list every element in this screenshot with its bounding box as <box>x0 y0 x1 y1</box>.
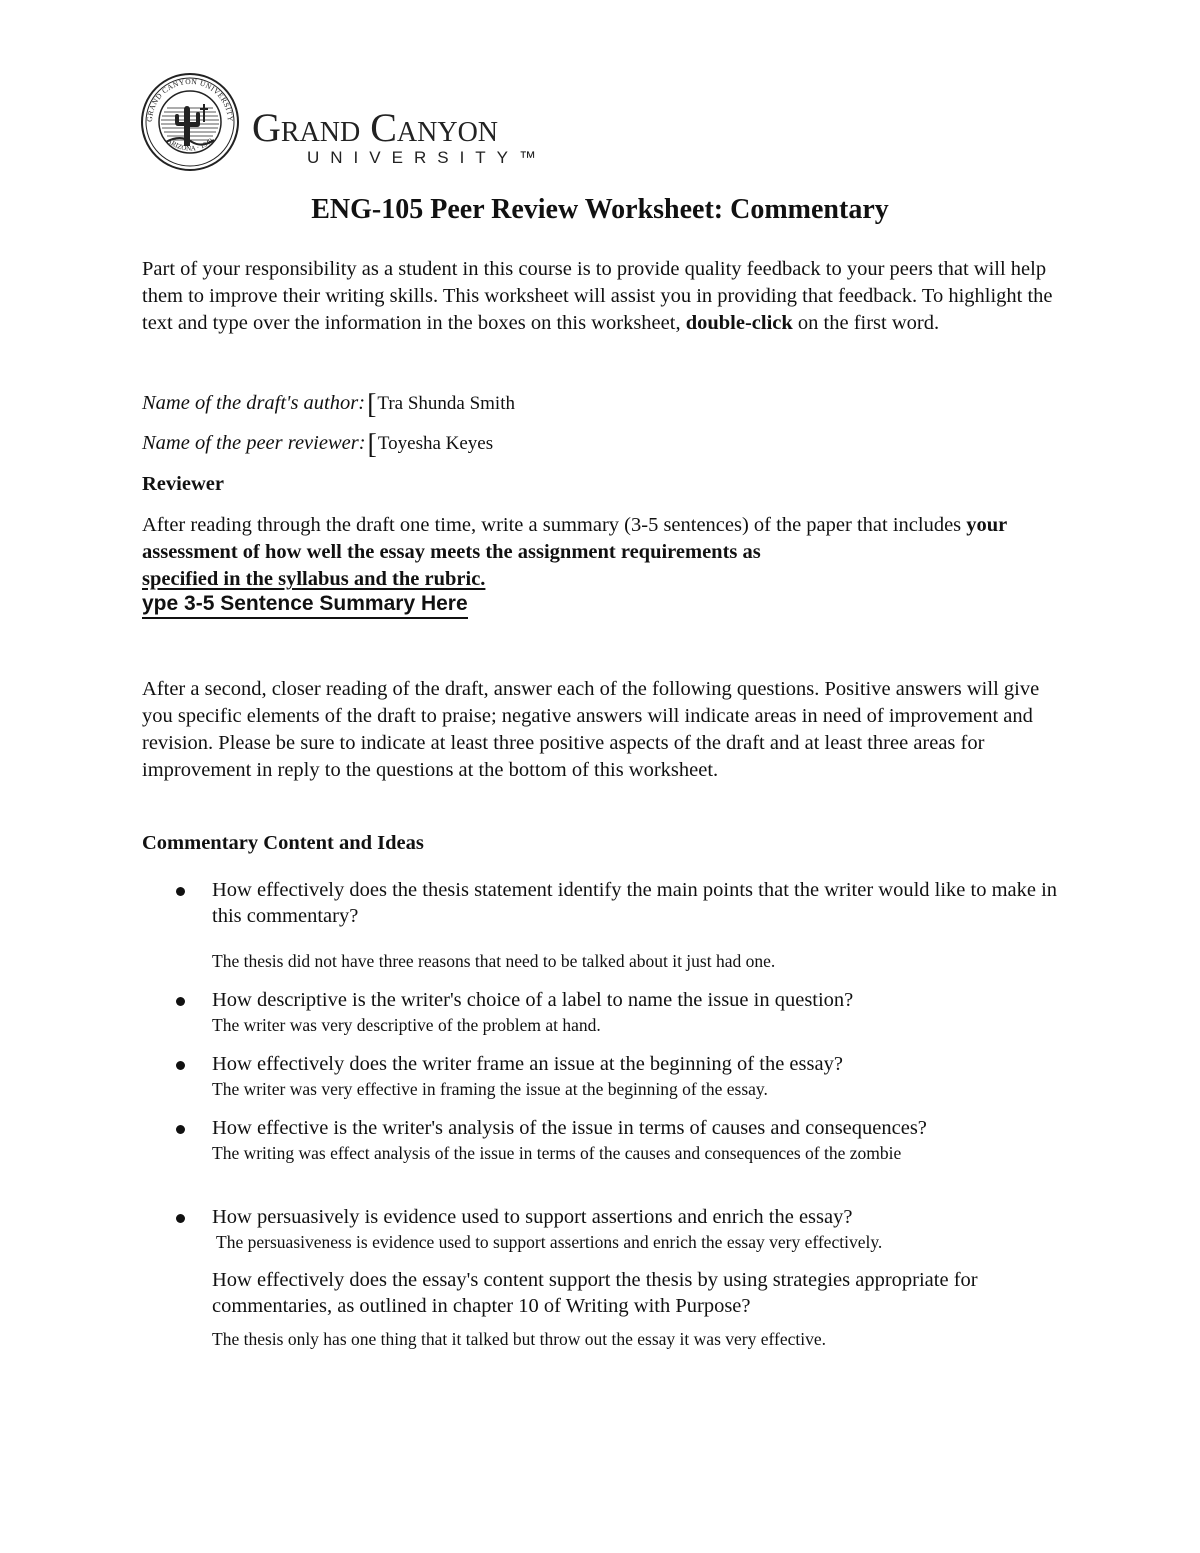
answer-field[interactable]: The writer was very descriptive of the problem at hand. <box>212 1015 601 1035</box>
university-seal-icon <box>140 72 240 172</box>
final-answer-field[interactable]: The thesis only has one thing that it talked but throw out the essay it was very effective. <box>212 1329 826 1349</box>
bullet-icon <box>176 887 185 896</box>
reviewer-label: Name of the peer reviewer: <box>142 432 366 454</box>
summary-instructions-bold-underlined: specified in the syllabus and the rubric. <box>142 568 486 590</box>
question-item <box>142 1204 1072 1254</box>
final-question-text: How effectively does the essay's content support the thesis by using strategies appropriate for commentaries, as outlined in chapter 10 of Writing with Purpose? <box>212 1269 978 1317</box>
question-text: How effectively does the writer frame an issue at the beginning of the essay? <box>212 1053 843 1075</box>
answer-field[interactable]: The writing was effect analysis of the issue in terms of the causes and consequences of the zombie <box>212 1143 902 1163</box>
intro-text-end: on the first word. <box>792 312 940 334</box>
reviewer-field[interactable]: Toyesha Keyes <box>377 433 494 454</box>
svg-text:ARIZONA · 1949: ARIZONA · 1949 <box>165 136 215 153</box>
content-heading: Commentary Content and Ideas <box>142 832 424 854</box>
intro-bold: double-click <box>685 312 793 334</box>
intro-paragraph <box>142 256 1072 337</box>
question-text: How effective is the writer's analysis of the issue in terms of causes and consequences? <box>212 1117 927 1139</box>
author-field[interactable]: Tra Shunda Smith <box>377 393 515 414</box>
question-text: How persuasively is evidence used to support assertions and enrich the essay? <box>212 1206 853 1228</box>
question-item <box>142 1115 1072 1165</box>
question-text: How descriptive is the writer's choice of a label to name the issue in question? <box>212 989 854 1011</box>
reviewer-field-bracket: [ <box>367 429 377 460</box>
university-logo <box>140 72 580 172</box>
bullet-icon <box>176 1125 185 1134</box>
question-item <box>142 1051 1072 1101</box>
svg-text:GRAND CANYON UNIVERSITY: GRAND CANYON UNIVERSITY <box>144 76 236 123</box>
question-text: How effectively does the thesis statement identify the main points that the writer would like to make in this commentary? <box>212 879 1058 927</box>
author-field-bracket: [ <box>367 389 377 420</box>
reviewer-field-row <box>142 425 494 460</box>
author-label: Name of the draft's author: <box>142 392 366 414</box>
answer-field[interactable]: The persuasiveness is evidence used to support assertions and enrich the essay very effectively. <box>212 1232 883 1252</box>
logo-wordmark-top: Grand Canyon <box>252 105 499 150</box>
summary-instructions-bold: your assessment of how well the essay meets the assignment requirements as <box>142 514 1007 563</box>
summary-field[interactable]: ype 3-5 Sentence Summary Here <box>142 592 468 619</box>
summary-instructions-text: After reading through the draft one time, write a summary (3-5 sentences) of the paper that includes <box>142 514 967 536</box>
bullet-icon <box>176 997 185 1006</box>
answer-field[interactable]: The thesis did not have three reasons that need to be talked about it just had one. <box>212 951 776 971</box>
intro-text: Part of your responsibility as a student in this course is to provide quality feedback to your peers that will help them to improve their writing skills. This worksheet will assist you in providing that feedback. To highlight the text and type over the information in the boxes on this worksheet, <box>142 258 1053 334</box>
logo-wordmark-bottom: UNIVERSITY™ <box>307 148 548 167</box>
question-item <box>142 987 1072 1037</box>
second-reading-paragraph: After a second, closer reading of the draft, answer each of the following questions. Positive answers will give you specific elements of the draft to praise; negative answers will indicate areas in need of improvement and revision. Please be sure to indicate at least three positive aspects of the draft and at least three areas for improvement in reply to the questions at the bottom of this worksheet. <box>142 678 1040 781</box>
question-item <box>142 877 1072 973</box>
page-title: ENG-105 Peer Review Worksheet: Commentary <box>311 194 889 225</box>
bullet-icon <box>176 1061 185 1070</box>
bullet-icon <box>176 1214 185 1223</box>
author-field-row <box>142 385 515 420</box>
summary-instructions <box>142 512 1072 593</box>
answer-field[interactable]: The writer was very effective in framing the issue at the beginning of the essay. <box>212 1079 768 1099</box>
reviewer-heading: Reviewer <box>142 473 224 495</box>
final-question-item <box>212 1267 1072 1351</box>
